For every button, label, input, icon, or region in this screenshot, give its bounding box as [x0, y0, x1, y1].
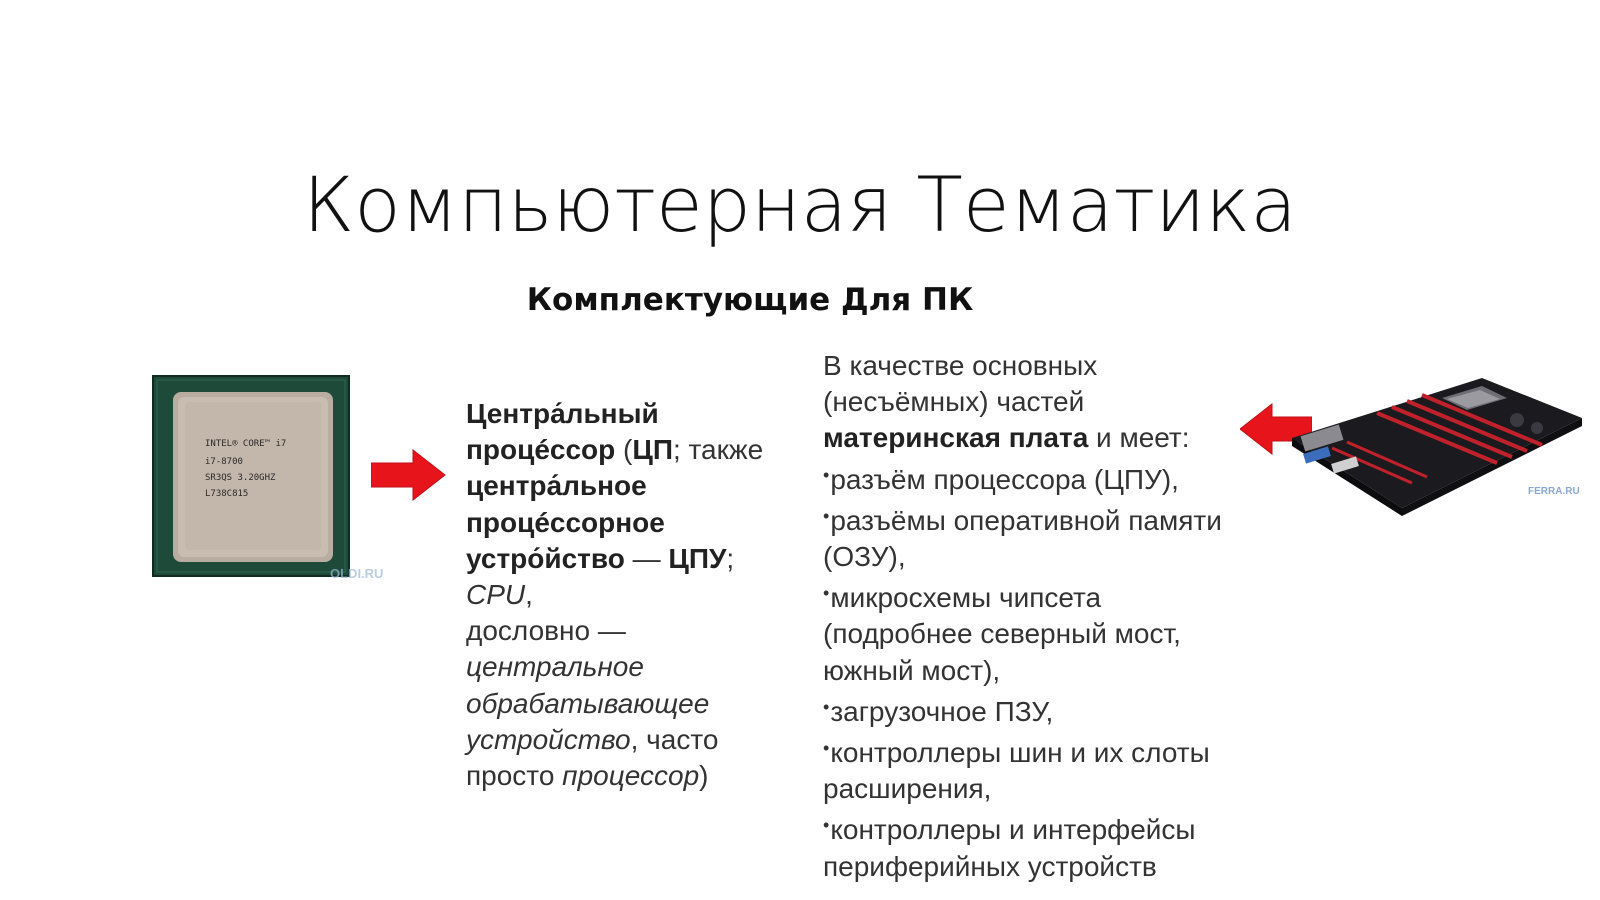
arrow-right-icon	[371, 448, 447, 507]
slide-title: Компьютерная Тематика	[303, 160, 1297, 249]
list-item: • разъём процессора (ЦПУ),	[823, 457, 1243, 498]
text-fragment: ;	[672, 434, 681, 466]
motherboard-features-list	[823, 457, 1243, 885]
cpu-description	[466, 396, 786, 794]
cpu-abbr: ЦП	[632, 434, 673, 466]
cpu-short-name: процессор	[562, 760, 700, 792]
text-fragment: В качестве основных (несъёмных) частей	[823, 350, 1098, 418]
motherboard-watermark: FERRA.RU	[1528, 486, 1580, 497]
list-item: • микросхемы чипсета (подробнее северный мост, южный мост),	[823, 575, 1243, 689]
text-fragment: дословно —	[466, 615, 626, 647]
slide-subtitle: Комплектующие Для ПК	[526, 282, 974, 318]
text-fragment: —	[624, 542, 669, 574]
text-fragment: , часто просто	[466, 723, 719, 792]
cpu-label-line: i7-8700	[205, 457, 243, 467]
cpu-watermark: OLDI.RU	[330, 566, 384, 581]
text-fragment: ,	[525, 579, 533, 611]
cpu-label-line: L738C815	[205, 489, 249, 499]
cpu-image	[145, 372, 405, 587]
cpu-label-line: SR3QS 3.20GHZ	[205, 473, 276, 483]
text-fragment: ;	[726, 542, 735, 574]
motherboard-term: материнская плата	[823, 422, 1089, 454]
motherboard-description	[823, 348, 1243, 885]
text-fragment: также	[688, 434, 764, 466]
cpu-english-abbr: CPU	[466, 579, 526, 611]
list-item: • разъёмы оперативной памяти (ОЗУ),	[823, 498, 1243, 575]
text-fragment: и меет:	[1088, 422, 1190, 454]
cpu-term-full: центра́льное процéссорное устро́йство	[466, 470, 665, 574]
cpu-abbr-2: ЦПУ	[668, 542, 727, 574]
list-item: • контроллеры шин и их слоты расширения,	[823, 730, 1243, 807]
list-item: • контроллеры и интерфейсы периферийных устройств	[823, 807, 1243, 884]
list-item: • загрузочное ПЗУ,	[823, 689, 1243, 730]
text-fragment: )	[699, 760, 709, 792]
motherboard-image	[1292, 368, 1582, 518]
text-fragment: (	[615, 434, 633, 466]
cpu-literal-translation: центральное обрабатывающее устройство	[466, 651, 710, 755]
cpu-term: Центра́льный процéссор	[466, 398, 659, 466]
cpu-label-line: INTEL® CORE™ i7	[205, 439, 287, 449]
